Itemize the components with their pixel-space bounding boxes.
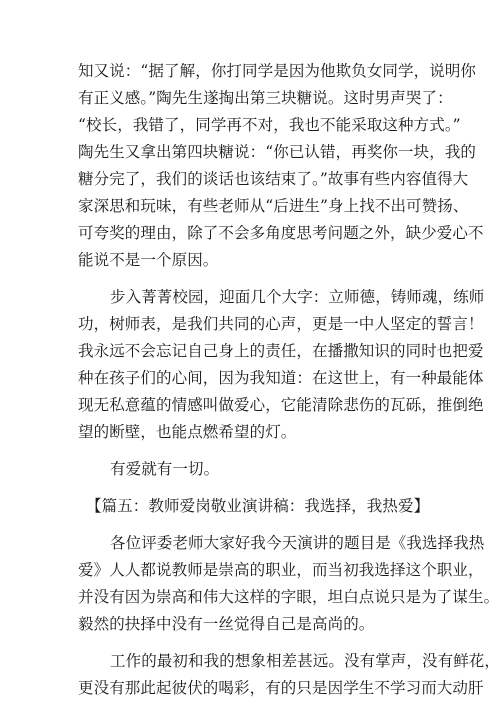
paragraph-gap (78, 483, 430, 493)
text-line: 糖分完了，我们的谈话也该结束了。”故事有些内容值得大 (78, 170, 469, 188)
text-line: 更没有那此起彼伏的喝彩，有的只是因学生不学习而大动肝 (78, 679, 484, 697)
text-line: 工作的最初和我的想象相差甚远。没有掌声，没有鲜花， (110, 652, 500, 670)
text-line: 步入菁菁校园，迎面几个大字：立师德，铸师魂，练师 (110, 288, 485, 306)
text-line: 爱》人人都说教师是崇高的职业，而当初我选择这个职业， (78, 561, 484, 579)
text-line: “校长，我错了，同学再不对，我也不能采取这种方式。” (78, 116, 461, 134)
text-line: 种在孩子们的心间，因为我知道：在这世上，有一种最能体 (78, 369, 484, 387)
text-line: 毅然的抉择中没有一丝觉得自己是高尚的。 (78, 615, 375, 633)
text-line: 有爱就有一切。 (110, 460, 220, 478)
text-line: 现无私意蕴的情感叫做爱心，它能清除悲伤的瓦砾，推倒绝 (78, 396, 484, 414)
text-line: 陶先生又拿出第四块糖说：“你已认错，再奖你一块，我的 (78, 143, 477, 161)
text-line: 并没有因为崇高和伟大这样的字眼，坦白点说只是为了谋生。 (78, 588, 500, 606)
paragraph-gap (78, 520, 430, 530)
text-line: 能说不是一个原因。 (78, 251, 219, 269)
paragraph-gap (78, 638, 430, 648)
section-heading (78, 493, 430, 520)
paragraph-4 (78, 530, 500, 638)
text-line: 有正义感。”陶先生遂掏出第三块糖说。这时男声哭了： (78, 89, 453, 107)
paragraph-gap (78, 274, 430, 284)
paragraph-5 (78, 648, 500, 702)
text-line: 功，树师表，是我们共同的心声，更是一中人坚定的誓言！ (78, 315, 484, 333)
paragraph-gap (78, 446, 430, 456)
document-page (78, 58, 500, 702)
text-line: 我永远不会忘记自己身上的责任，在播撒知识的同时也把爱 (78, 342, 484, 360)
paragraph-2 (78, 284, 485, 446)
paragraph-3 (78, 456, 430, 483)
text-line: 可夸奖的理由，除了不会多角度思考问题之外，缺少爱心不 (78, 224, 484, 242)
text-line: 各位评委老师大家好我今天演讲的题目是《我选择我热 (110, 534, 485, 552)
text-line: 知又说：“据了解，你打同学是因为他欺负女同学，说明你 (78, 62, 477, 80)
heading-text: 【篇五：教师爱岗敬业演讲稿：我选择，我热爱】 (86, 497, 430, 515)
text-line: 望的断壁，也能点燃希望的灯。 (78, 423, 297, 441)
paragraph-1 (78, 58, 484, 274)
text-line: 家深思和玩味，有些老师从“后进生”身上找不出可赞扬、 (78, 197, 469, 215)
